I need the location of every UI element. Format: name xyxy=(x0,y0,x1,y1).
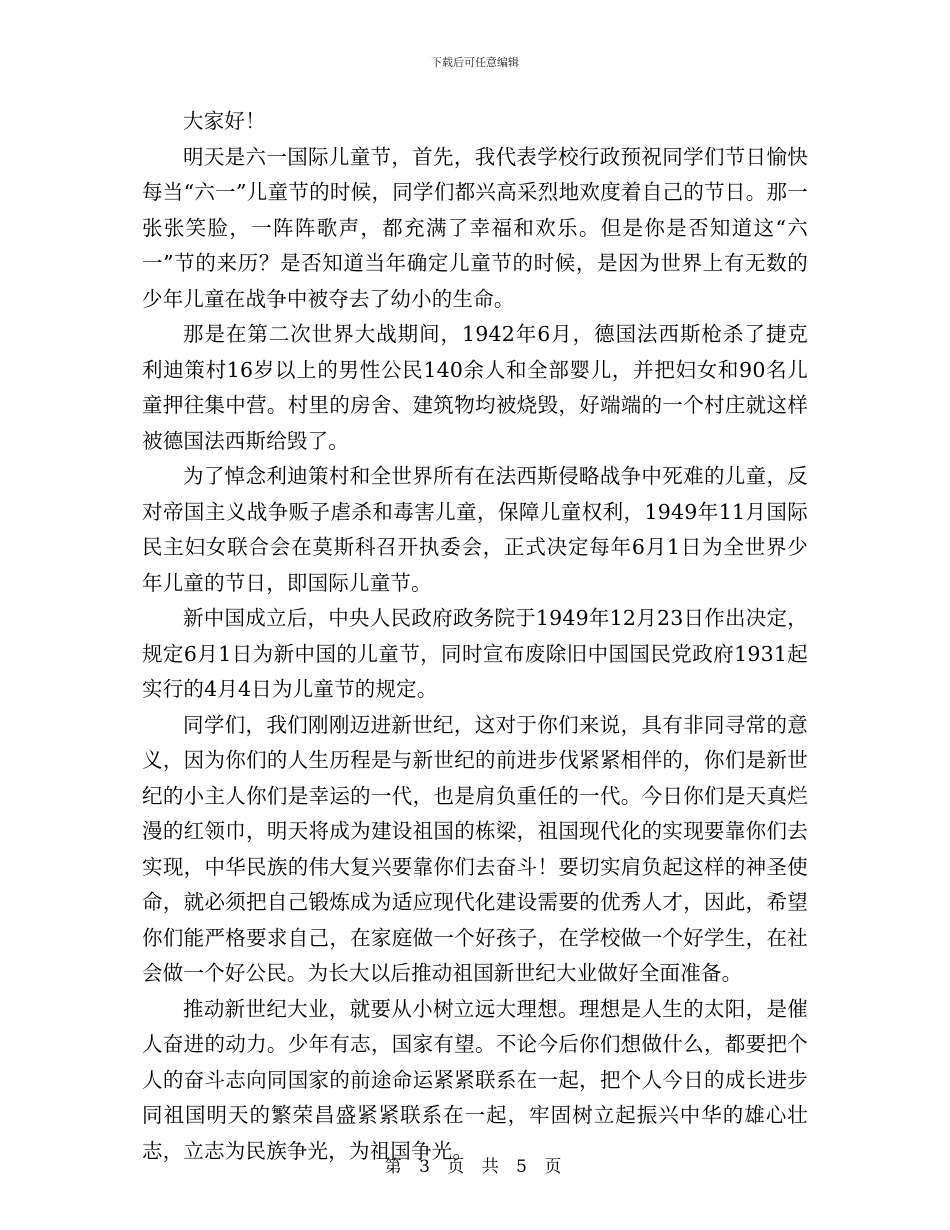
greeting-paragraph: 大家好！ xyxy=(183,109,266,133)
body-paragraph: 为了悼念利迪策村和全世界所有在法西斯侵略战争中死难的儿童，反对帝国主义战争贩子虐杀和毒害儿童，保障儿童权利，1949年11月国际民主妇女联合会在莫斯科召开执委会，正式决定每年6月1日为全世界少年儿童的节日，即国际儿童节。 xyxy=(142,464,808,595)
page-number-footer: 第 3 页 共 5 页 xyxy=(384,1157,566,1177)
body-paragraph: 推动新世纪大业，就要从小树立远大理想。理想是人生的太阳，是催人奋进的动力。少年有志，国家有望。不论今后你们想做什么，都要把个人的奋斗志向同国家的前途命运紧紧联系在一起，把个人今日的成长进步同祖国明天的繁荣昌盛紧紧联系在一起，牢固树立起振兴中华的雄心壮志，立志为民族争光，为祖国争光。 xyxy=(142,996,808,1163)
body-paragraph: 同学们，我们刚刚迈进新世纪，这对于你们来说，具有非同寻常的意义，因为你们的人生历程是与新世纪的前进步伐紧紧相伴的，你们是新世纪的小主人你们是幸运的一代，也是肩负重任的一代。今日你们是天真烂漫的红领巾，明天将成为建设祖国的栋梁，祖国现代化的实现要靠你们去实现，中华民族的伟大复兴要靠你们去奋斗！要切实肩负起这样的神圣使命，就必须把自己锻炼成为适应现代化建设需要的优秀人才，因此，希望你们能严格要求自己，在家庭做一个好孩子，在学校做一个好学生，在社会做一个好公民。为长大以后推动祖国新世纪大业做好全面准备。 xyxy=(142,712,808,985)
page-header: 下载后可任意编辑 xyxy=(431,56,519,69)
document-body xyxy=(142,104,808,1169)
body-paragraph: 那是在第二次世界大战期间，1942年6月，德国法西斯枪杀了捷克利迪策村16岁以上的男性公民140余人和全部婴儿，并把妇女和90名儿童押往集中营。村里的房舍、建筑物均被烧毁，好端端的一个村庄就这样被德国法西斯给毁了。 xyxy=(142,322,808,453)
body-paragraph: 新中国成立后，中央人民政府政务院于1949年12月23日作出决定，规定6月1日为新中国的儿童节，同时宣布废除旧中国国民党政府1931起实行的4月4日为儿童节的规定。 xyxy=(142,606,808,701)
body-paragraph: 明天是六一国际儿童节，首先，我代表学校行政预祝同学们节日愉快每当“六一”儿童节的时候，同学们都兴高采烈地欢度着自己的节日。那一张张笑脸，一阵阵歌声，都充满了幸福和欢乐。但是你是否知道这“六一”节的来历？是否知道当年确定儿童节的时候，是因为世界上有无数的少年儿童在战争中被夺去了幼小的生命。 xyxy=(142,144,808,311)
